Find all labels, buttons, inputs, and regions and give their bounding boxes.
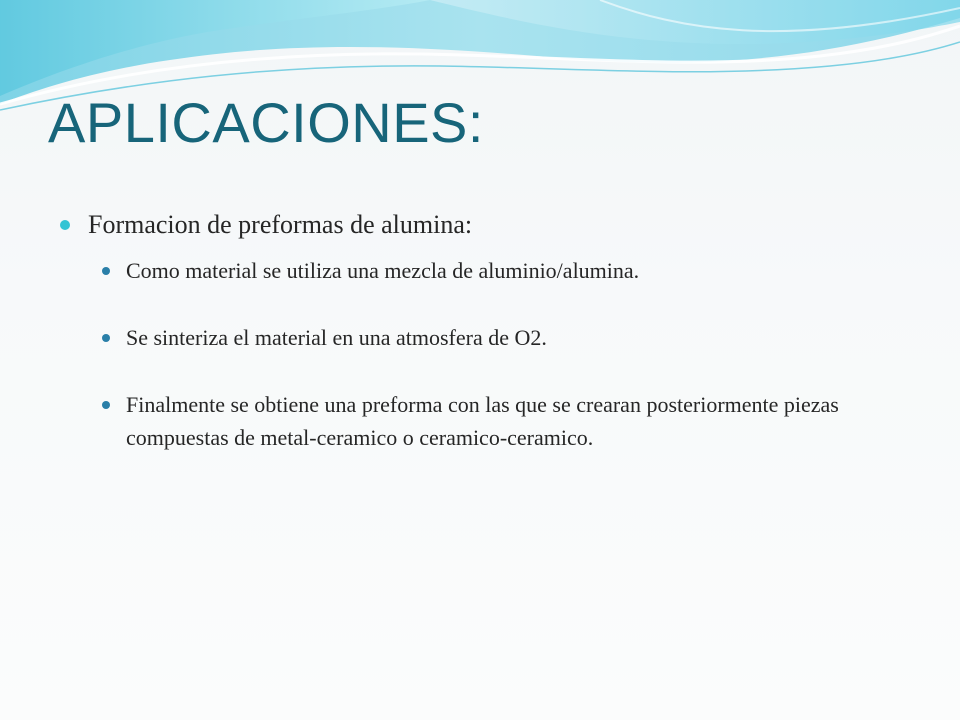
sub-bullet-dot-icon [102, 267, 110, 275]
sub-bullet-text: Se sinteriza el material en una atmosfera de O2. [126, 325, 547, 350]
sub-bullet-dot-icon [102, 334, 110, 342]
bullet-text: Formacion de preformas de alumina: [88, 210, 473, 239]
bullet-item [60, 208, 900, 242]
sub-bullet-item [102, 388, 900, 454]
sub-bullet-dot-icon [102, 401, 110, 409]
sub-bullet-list [102, 254, 900, 454]
slide-title: APLICACIONES: [48, 91, 484, 154]
slide-body [60, 208, 900, 488]
sub-bullet-item [102, 254, 900, 287]
sub-bullet-item [102, 321, 900, 354]
sub-bullet-text: Como material se utiliza una mezcla de aluminio/alumina. [126, 258, 640, 283]
bullet-dot-icon [60, 220, 70, 230]
sub-bullet-text: Finalmente se obtiene una preforma con las que se crearan posteriormente piezas compuestas de metal-ceramico o ceramico-ceramico. [126, 392, 839, 450]
